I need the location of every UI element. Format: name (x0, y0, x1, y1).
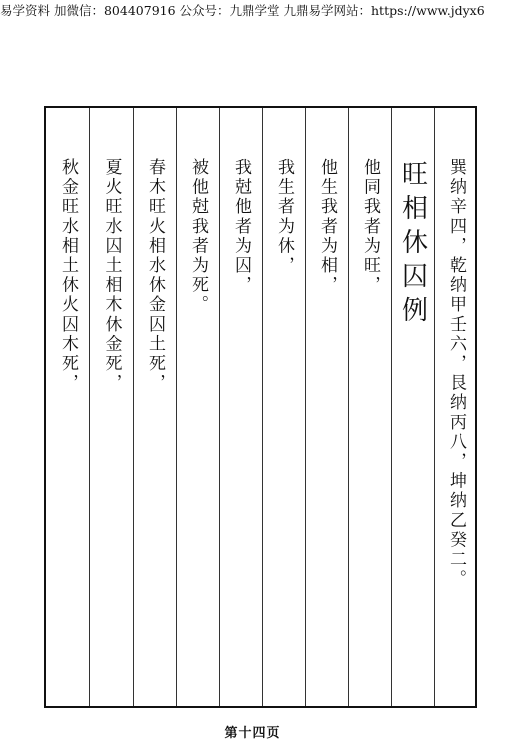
text-column-5 (262, 108, 305, 706)
column-text: 我生者为休， (274, 158, 294, 276)
text-column-9 (89, 108, 133, 706)
column-text: 秋金旺水相土休火囚木死， (58, 158, 78, 394)
column-text: 我尅他者为囚， (231, 158, 251, 296)
column-text: 巽纳辛四，乾纳甲壬六，艮纳丙八，坤纳乙癸二。 (446, 158, 466, 590)
watermark-header: 易学资料 加微信：804407916 公众号：九鼎学堂 九鼎易学网站：https://www.jdyx6 (0, 3, 485, 18)
column-text: 他同我者为旺， (360, 158, 380, 296)
column-text: 春木旺火相水休金囚土死， (145, 158, 165, 394)
text-column-title (391, 108, 434, 706)
text-column-6 (219, 108, 262, 706)
column-text: 被他尅我者为死。 (188, 158, 208, 315)
page-number: 第十四页 (224, 726, 281, 741)
text-column-4 (305, 108, 348, 706)
text-column-7 (176, 108, 219, 706)
page-frame (44, 106, 477, 708)
text-column-1 (434, 108, 477, 706)
text-column-8 (133, 108, 176, 706)
column-text: 他生我者为相， (317, 158, 337, 296)
text-column-3 (348, 108, 391, 706)
section-title: 旺相休囚例 (397, 160, 428, 330)
column-text: 夏火旺水囚土相木休金死， (101, 158, 122, 394)
text-column-10 (46, 108, 89, 706)
